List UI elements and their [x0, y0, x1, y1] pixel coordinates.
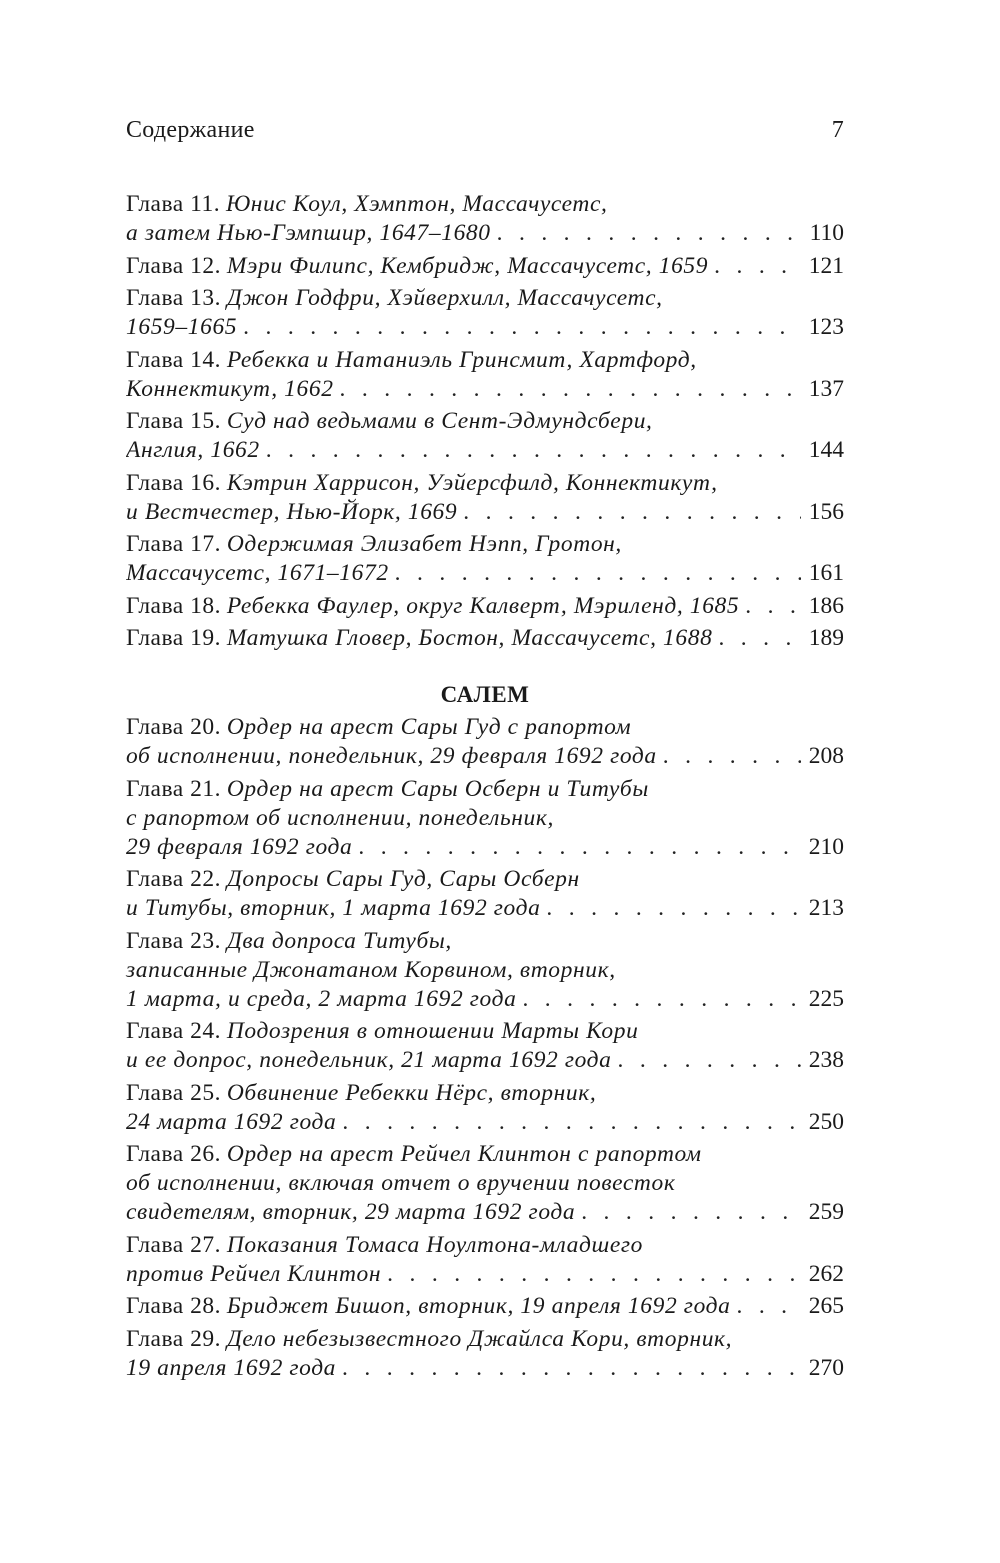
- page-number: 210: [808, 833, 844, 860]
- dot-leader: [260, 436, 801, 465]
- toc-entry-text: [126, 1232, 643, 1258]
- toc-entry-line: [126, 1198, 844, 1227]
- toc-entry-text: [126, 1198, 575, 1227]
- toc-entry-text: [126, 866, 580, 892]
- chapter-title-line: Суд над ведьмами в Сент-Эдмундсбери,: [226, 408, 653, 434]
- chapter-title-line: 24 марта 1692 года: [126, 1108, 337, 1135]
- toc-entry-line: [126, 1292, 844, 1321]
- dot-leader: [237, 313, 801, 342]
- toc-entry-line: [126, 407, 844, 436]
- page-number: 121: [808, 252, 844, 279]
- toc-entry-text: [126, 313, 237, 342]
- page-number: 262: [808, 1260, 844, 1287]
- toc-entry-text: [126, 1018, 639, 1044]
- toc-entry-line: [126, 1140, 844, 1169]
- chapter-title-line: Обвинение Ребекки Нёрс, вторник,: [226, 1079, 597, 1106]
- toc-entry-line: [126, 1260, 844, 1289]
- toc-entry-line: [126, 742, 844, 771]
- toc-entry[interactable]: [126, 713, 844, 771]
- toc-entry[interactable]: [126, 592, 844, 621]
- chapter-label: Глава 25.: [126, 1079, 221, 1106]
- dot-leader: [336, 1354, 801, 1383]
- toc-entry-text: [126, 894, 540, 923]
- toc-entry-line: [126, 624, 844, 653]
- toc-entry-line: [126, 833, 844, 862]
- toc-entry-text: [126, 436, 260, 465]
- toc-entry-line: [126, 1046, 844, 1075]
- toc-entry-text: [126, 742, 657, 771]
- chapter-title-line: Одержимая Элизабет Нэпп, Гротон,: [226, 531, 622, 557]
- chapter-title-line: Ребекка и Натаниэль Гринсмит, Хартфорд,: [226, 346, 697, 373]
- toc-entry-line: [126, 219, 844, 248]
- toc-entry-line: [126, 1017, 844, 1046]
- chapter-title-line: 29 февраля 1692 года: [126, 833, 353, 860]
- table-of-contents: [126, 190, 844, 1386]
- toc-entry[interactable]: [126, 1231, 844, 1289]
- toc-entry[interactable]: [126, 927, 844, 1014]
- toc-entry-text: [126, 833, 352, 862]
- chapter-title-line: и ее допрос, понедельник, 21 марта 1692 года: [126, 1047, 612, 1073]
- toc-entry-line: [126, 1325, 844, 1354]
- toc-entry-line: [126, 284, 844, 313]
- toc-entry-line: [126, 985, 844, 1014]
- chapter-title-line: Ордер на арест Сары Осберн и Титубы: [226, 775, 649, 802]
- toc-entry-text: [126, 1170, 675, 1196]
- toc-entry-text: [126, 805, 554, 831]
- toc-entry[interactable]: [126, 346, 844, 404]
- toc-entry-text: [126, 1260, 381, 1289]
- chapter-title-line: Матушка Гловер, Бостон, Массачусетс, 1688: [226, 625, 713, 651]
- toc-entry-line: [126, 865, 844, 894]
- chapter-label: Глава 26.: [126, 1141, 221, 1167]
- chapter-title-line: 19 апреля 1692 года: [126, 1354, 337, 1381]
- dot-leader: [575, 1198, 801, 1227]
- toc-entry-line: [126, 559, 844, 588]
- toc-entry-line: [126, 713, 844, 742]
- toc-entry-line: [126, 469, 844, 498]
- chapter-title-line: Джон Годфри, Хэйверхилл, Массачусетс,: [226, 285, 663, 311]
- chapter-title-line: Мэри Филипс, Кембридж, Массачусетс, 1659: [226, 252, 709, 279]
- toc-entry-text: [126, 928, 452, 954]
- toc-entry-text: [126, 1354, 336, 1383]
- chapter-title-line: Англия, 1662: [126, 437, 260, 463]
- dot-leader: [352, 833, 800, 862]
- toc-entry-line: [126, 1231, 844, 1260]
- chapter-label: Глава 17.: [126, 531, 221, 557]
- chapter-label: Глава 14.: [126, 346, 221, 373]
- dot-leader: [708, 252, 801, 281]
- running-head-page-number: 7: [831, 117, 844, 143]
- dot-leader: [540, 894, 800, 923]
- toc-entry[interactable]: [126, 865, 844, 923]
- chapter-label: Глава 18.: [126, 592, 221, 619]
- page-number: 270: [808, 1354, 844, 1381]
- toc-entry-text: [126, 347, 697, 373]
- toc-entry-line: [126, 346, 844, 375]
- chapter-label: Глава 27.: [126, 1231, 221, 1258]
- toc-entry-text: [126, 375, 334, 404]
- toc-entry-text: [126, 1141, 702, 1167]
- toc-entry-text: [126, 498, 457, 527]
- chapter-title-line: Допросы Сары Гуд, Сары Осберн: [226, 866, 580, 892]
- chapter-title-line: Ордер на арест Рейчел Клинтон с рапортом: [226, 1141, 702, 1167]
- toc-entry-line: [126, 956, 844, 985]
- toc-entry[interactable]: [126, 624, 844, 653]
- toc-entry[interactable]: [126, 1079, 844, 1137]
- chapter-label: Глава 28.: [126, 1293, 221, 1319]
- chapter-label: Глава 23.: [126, 927, 221, 954]
- page-number: 189: [808, 625, 844, 651]
- page-number: 110: [809, 220, 844, 246]
- page-number: 225: [808, 985, 844, 1012]
- chapter-title-line: Два допроса Титубы,: [226, 927, 452, 954]
- chapter-title-line: об исполнении, включая отчет о вручении повесток: [126, 1170, 676, 1196]
- chapter-label: Глава 24.: [126, 1018, 221, 1044]
- toc-entry-text: [126, 1108, 336, 1137]
- chapter-title-line: с рапортом об исполнении, понедельник,: [126, 804, 554, 831]
- chapter-label: Глава 11.: [126, 191, 221, 217]
- toc-entry-line: [126, 1108, 844, 1137]
- toc-entry-line: [126, 1354, 844, 1383]
- chapter-title-line: Дело небезызвестного Джайлса Кори, вторник,: [226, 1325, 733, 1352]
- chapter-label: Глава 22.: [126, 866, 221, 892]
- chapter-title-line: и Титубы, вторник, 1 марта 1692 года: [126, 895, 541, 921]
- toc-entry[interactable]: [126, 1292, 844, 1321]
- toc-entry-text: [126, 191, 607, 217]
- toc-entry-line: [126, 894, 844, 923]
- dot-leader: [730, 1292, 800, 1321]
- page-number: 156: [808, 498, 844, 525]
- running-head-title: Содержание: [126, 117, 255, 143]
- toc-entry-line: [126, 498, 844, 527]
- toc-entry-line: [126, 252, 844, 281]
- toc-entry[interactable]: [126, 407, 844, 465]
- page-number: 259: [808, 1199, 844, 1225]
- toc-entry-text: [126, 219, 491, 248]
- toc-entry-line: [126, 313, 844, 342]
- toc-entry-line: [126, 927, 844, 956]
- chapter-label: Глава 20.: [126, 714, 221, 740]
- toc-entry-text: [126, 714, 631, 740]
- chapter-title-line: 1 марта, и среда, 2 марта 1692 года: [126, 985, 517, 1012]
- chapter-title-line: против Рейчел Клинтон: [126, 1260, 382, 1287]
- dot-leader: [657, 742, 801, 771]
- chapter-title-line: Показания Томаса Ноултона-младшего: [226, 1231, 644, 1258]
- toc-entry-text: [126, 776, 649, 802]
- chapter-title-line: Ребекка Фаулер, округ Калверт, Мэриленд, 1685: [226, 592, 740, 619]
- dot-leader: [712, 624, 800, 653]
- toc-entry-line: [126, 436, 844, 465]
- dot-leader: [739, 592, 800, 621]
- toc-entry[interactable]: [126, 252, 844, 281]
- dot-leader: [516, 985, 800, 1014]
- toc-entry[interactable]: [126, 1325, 844, 1383]
- page-number: 161: [808, 560, 844, 586]
- toc-entry-text: [126, 957, 616, 983]
- chapter-title-line: а затем Нью-Гэмпшир, 1647–1680: [126, 220, 491, 246]
- toc-entry-text: [126, 470, 718, 496]
- chapter-title-line: Ордер на арест Сары Гуд с рапортом: [226, 714, 632, 740]
- chapter-title-line: Подозрения в отношении Марты Кори: [226, 1018, 639, 1044]
- dot-leader: [334, 375, 801, 404]
- toc-entry-text: [126, 252, 708, 281]
- toc-entry[interactable]: [126, 530, 844, 588]
- toc-entry-text: [126, 624, 712, 653]
- chapter-title-line: Юнис Коул, Хэмптон, Массачусетс,: [225, 191, 608, 217]
- dot-leader: [612, 1046, 801, 1075]
- chapter-title-line: записанные Джонатаном Корвином, вторник,: [126, 956, 616, 983]
- chapter-title-line: Коннектикут, 1662: [126, 375, 334, 402]
- chapter-label: Глава 21.: [126, 775, 221, 802]
- chapter-label: Глава 15.: [126, 408, 221, 434]
- toc-entry-text: [126, 985, 516, 1014]
- toc-entry-line: [126, 592, 844, 621]
- toc-entry-line: [126, 190, 844, 219]
- toc-entry-line: [126, 804, 844, 833]
- toc-entry-text: [126, 285, 663, 311]
- dot-leader: [389, 559, 801, 588]
- page-number: 144: [808, 437, 844, 463]
- chapter-label: Глава 19.: [126, 625, 221, 651]
- toc-entry-line: [126, 775, 844, 804]
- dot-leader: [381, 1260, 801, 1289]
- chapter-title-line: Кэтрин Харрисон, Уэйерсфилд, Коннектикут,: [226, 469, 718, 496]
- page-number: 250: [808, 1108, 844, 1135]
- toc-entry-line: [126, 1169, 844, 1198]
- page-number: 213: [808, 895, 844, 921]
- chapter-title-line: 1659–1665: [126, 314, 238, 340]
- chapter-label: Глава 13.: [126, 285, 221, 311]
- running-head: [126, 117, 844, 144]
- toc-entry-text: [126, 559, 389, 588]
- chapter-label: Глава 12.: [126, 252, 221, 279]
- toc-entry-text: [126, 408, 653, 434]
- toc-entry[interactable]: [126, 190, 844, 248]
- toc-entry-text: [126, 592, 739, 621]
- toc-entry-line: [126, 530, 844, 559]
- dot-leader: [491, 219, 802, 248]
- toc-entry[interactable]: [126, 1017, 844, 1075]
- toc-entry-text: [126, 1292, 730, 1321]
- page-number: 137: [808, 375, 844, 402]
- page-number: 186: [808, 592, 844, 619]
- chapter-label: Глава 16.: [126, 469, 221, 496]
- chapter-title-line: Массачусетс, 1671–1672: [126, 560, 389, 586]
- chapter-title-line: и Вестчестер, Нью-Йорк, 1669: [126, 498, 458, 525]
- toc-entry[interactable]: [126, 775, 844, 862]
- chapter-title-line: Бриджет Бишоп, вторник, 19 апреля 1692 года: [226, 1293, 731, 1319]
- dot-leader: [457, 498, 801, 527]
- page-number: 208: [808, 743, 844, 769]
- toc-entry-text: [126, 531, 622, 557]
- chapter-title-line: свидетелям, вторник, 29 марта 1692 года: [126, 1199, 576, 1225]
- chapter-title-line: об исполнении, понедельник, 29 февраля 1692 года: [126, 743, 657, 769]
- toc-entry-line: [126, 1079, 844, 1108]
- page-number: 265: [808, 1293, 844, 1319]
- chapter-label: Глава 29.: [126, 1325, 221, 1352]
- section-heading: САЛЕМ: [440, 682, 530, 707]
- page-number: 123: [808, 314, 844, 340]
- toc-entry[interactable]: [126, 469, 844, 527]
- dot-leader: [336, 1108, 800, 1137]
- toc-entry-text: [126, 1326, 732, 1352]
- toc-entry-text: [126, 1080, 596, 1106]
- toc-entry[interactable]: [126, 1140, 844, 1227]
- toc-entry-line: [126, 375, 844, 404]
- page-number: 238: [808, 1047, 844, 1073]
- toc-entry[interactable]: [126, 284, 844, 342]
- toc-entry-text: [126, 1046, 612, 1075]
